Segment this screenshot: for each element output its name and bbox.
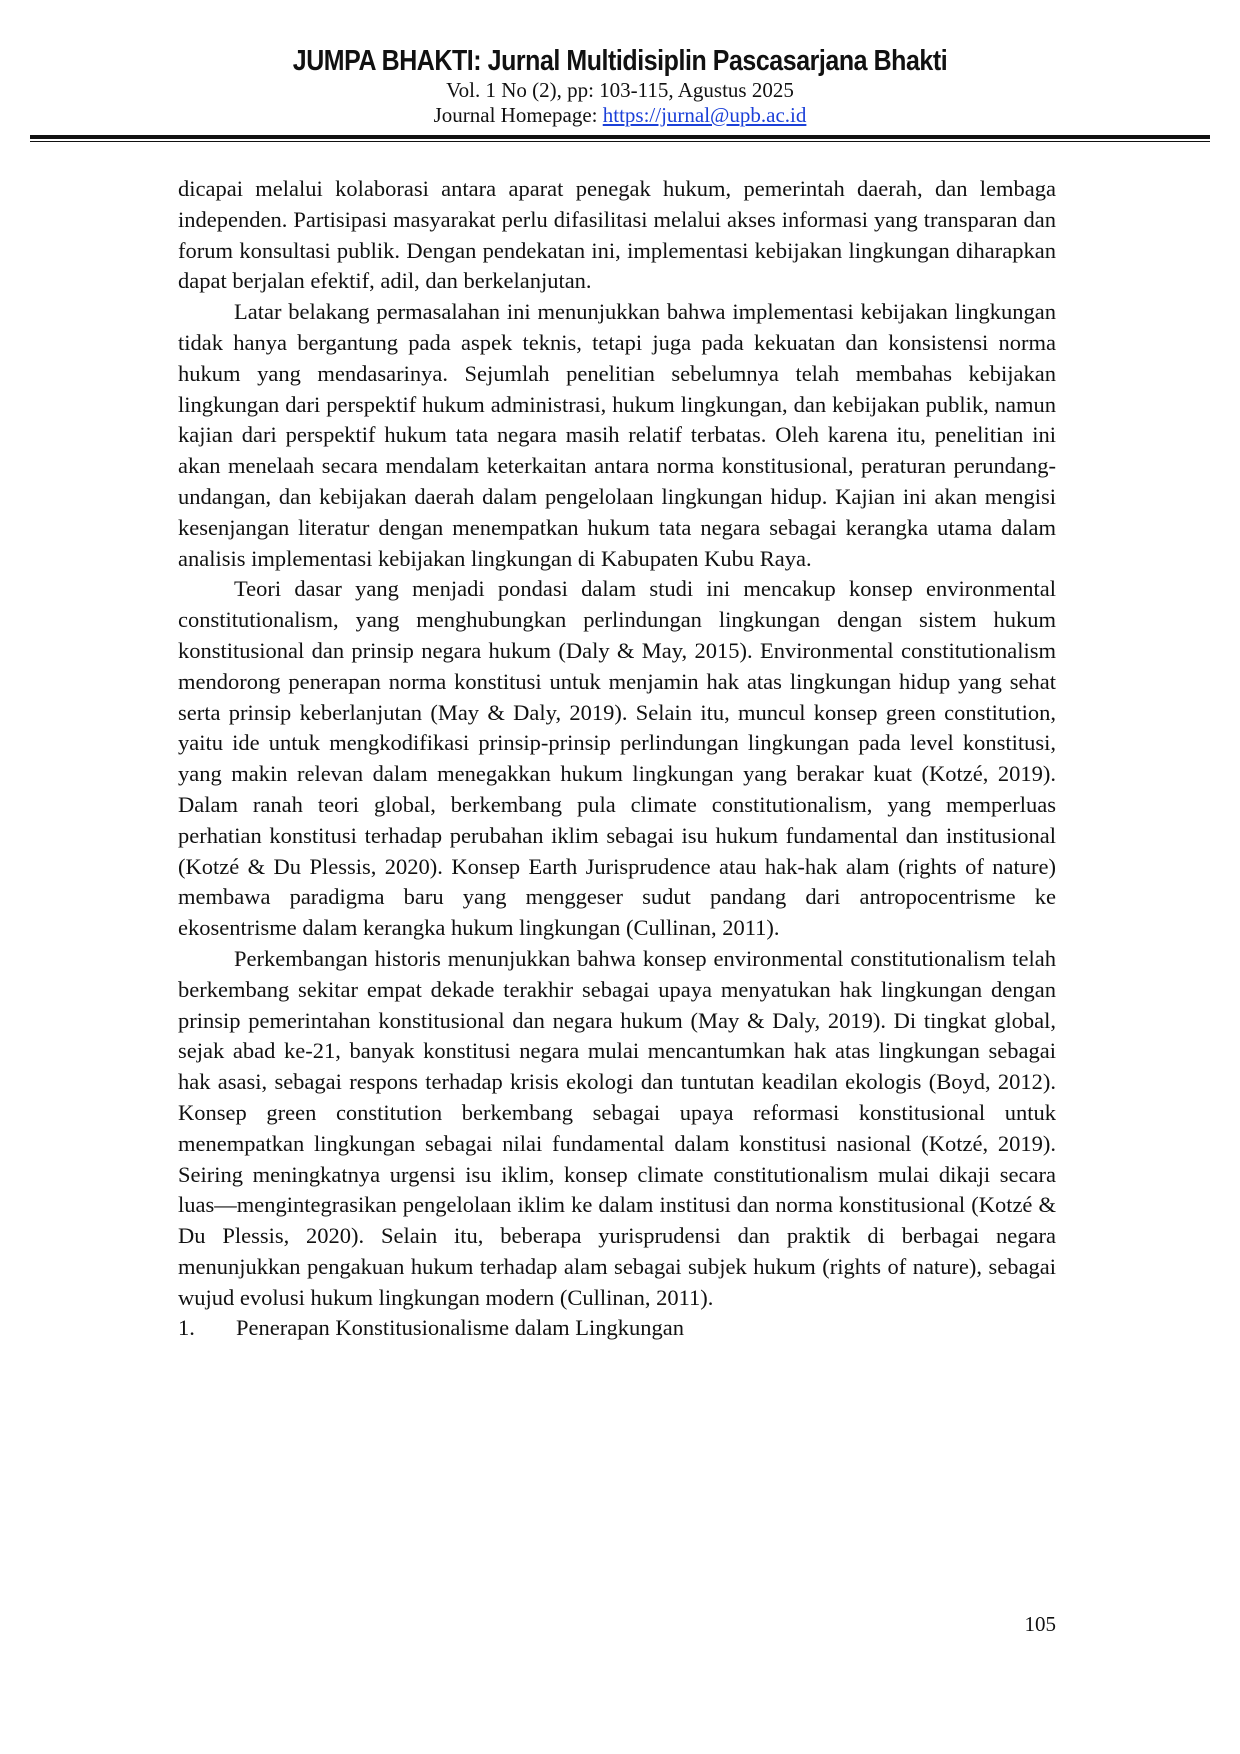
list-item-number: 1. [178, 1315, 195, 1341]
header-rule-thick [30, 135, 1210, 139]
journal-header [0, 44, 1240, 128]
page-number: 105 [1024, 1612, 1056, 1636]
body-paragraph: Latar belakang permasalahan ini menunjukkan bahwa implementasi kebijakan lingkungan tidak hanya bergantung pada aspek teknis, tetapi juga pada kekuatan dan konsistensi norma hukum yang mendasarinya. Sejumlah penelitian sebelumnya telah membahas kebijakan lingkungan dari perspektif hukum administrasi, hukum lingkungan, dan kebijakan publik, namun kajian dari perspektif hukum tata negara masih relatif terbatas. Oleh karena itu, penelitian ini akan menelaah secara mendalam keterkaitan antara norma konstitusional, peraturan perundang-undangan, dan kebijakan daerah dalam pengelolaan lingkungan hidup. Kajian ini akan mengisi kesenjangan literatur dengan menempatkan hukum tata negara sebagai kerangka utama dalam analisis implementasi kebijakan lingkungan di Kabupaten Kubu Raya. [178, 299, 1056, 571]
body-paragraph: Perkembangan historis menunjukkan bahwa konsep environmental constitutionalism telah berkembang sekitar empat dekade terakhir sebagai upaya menyatukan hak lingkungan dengan prinsip pemerintahan konstitusional dan negara hukum (May & Daly, 2019). Di tingkat global, sejak abad ke-21, banyak konstitusi negara mulai mencantumkan hak atas lingkungan sebagai hak asasi, sebagai respons terhadap krisis ekologi dan tuntutan keadilan ekologis (Boyd, 2012). Konsep green constitution berkembang sebagai upaya reformasi konstitusional untuk menempatkan lingkungan sebagai nilai fundamental dalam konstitusi nasional (Kotzé, 2019). Seiring meningkatnya urgensi isu iklim, konsep climate constitutionalism mulai dikaji secara luas—mengintegrasikan pengelolaan iklim ke dalam institusi dan norma konstitusional (Kotzé & Du Plessis, 2020). Selain itu, beberapa yurisprudensi dan praktik di berbagai negara menunjukkan pengakuan hukum terhadap alam sebagai subjek hukum (rights of nature), sebagai wujud evolusi hukum lingkungan modern (Cullinan, 2011). [178, 945, 1056, 1310]
article-body [178, 174, 1056, 1344]
body-paragraph: dicapai melalui kolaborasi antara aparat penegak hukum, pemerintah daerah, dan lembaga independen. Partisipasi masyarakat perlu difasilitasi melalui akses informasi yang transparan dan forum konsultasi publik. Dengan pendekatan ini, implementasi kebijakan lingkungan diharapkan dapat berjalan efektif, adil, dan berkelanjutan. [178, 176, 1056, 294]
body-paragraph: Teori dasar yang menjadi pondasi dalam studi ini mencakup konsep environmental constitutionalism, yang menghubungkan perlindungan lingkungan dengan sistem hukum konstitusional dan prinsip negara hukum (Daly & May, 2015). Environmental constitutionalism mendorong penerapan norma konstitusi untuk menjamin hak atas lingkungan hidup yang sehat serta prinsip keberlanjutan (May & Daly, 2019). Selain itu, muncul konsep green constitution, yaitu ide untuk mengkodifikasi prinsip-prinsip perlindungan lingkungan pada level konstitusi, yang makin relevan dalam menegakkan hukum lingkungan yang berakar kuat (Kotzé, 2019). Dalam ranah teori global, berkembang pula climate constitutionalism, yang memperluas perhatian konstitusi terhadap perubahan iklim sebagai isu hukum fundamental dan institusional (Kotzé & Du Plessis, 2020). Konsep Earth Jurisprudence atau hak-hak alam (rights of nature) membawa paradigma baru yang menggeser sudut pandang dari antropocentrisme ke ekosentrisme dalam kerangka hukum lingkungan (Cullinan, 2011). [178, 576, 1056, 941]
header-rule-thin [30, 141, 1210, 142]
homepage-link[interactable]: https://jurnal@upb.ac.id [602, 103, 807, 127]
homepage-label: Journal Homepage: [433, 103, 603, 127]
journal-title: JUMPA BHAKTI: Jurnal Multidisiplin Pascasarjana Bhakti [292, 45, 948, 77]
list-item-text: Penerapan Konstitusionalisme dalam Lingkungan [236, 1315, 685, 1341]
section-list-item [178, 1313, 1056, 1344]
journal-homepage-line [0, 103, 1240, 128]
journal-volume-line: Vol. 1 No (2), pp: 103-115, Agustus 2025 [446, 78, 794, 102]
